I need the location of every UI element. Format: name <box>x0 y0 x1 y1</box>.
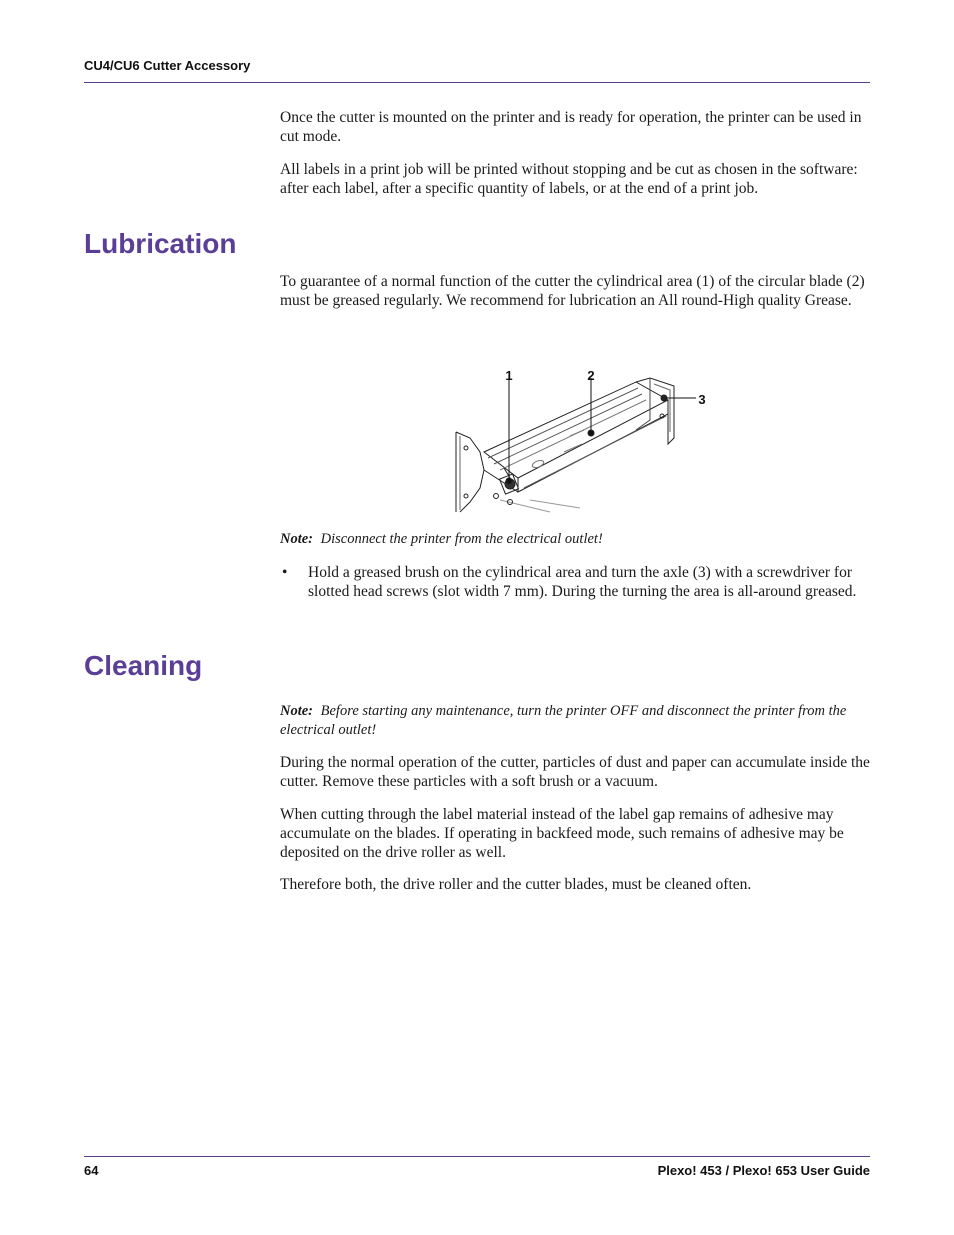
bullet-mark: • <box>282 564 288 581</box>
callout-2: 2 <box>587 368 595 383</box>
lubrication-note <box>280 530 872 549</box>
note-label: Note: <box>280 703 314 719</box>
lubrication-heading: Lubrication <box>84 228 237 259</box>
note-label: Note: <box>280 531 314 547</box>
lubrication-paragraph: To guarantee of a normal function of the cutter the cylindrical area (1) of the circular blade (2) must be greased regularly. We recommend for lubrication an All round-High quality Grease. <box>280 273 865 309</box>
cutter-illustration <box>440 360 720 520</box>
intro-paragraph-1: Once the cutter is mounted on the printer and is ready for operation, the printer can be used in cut mode. <box>280 109 862 145</box>
guide-title: Plexo! 453 / Plexo! 653 User Guide <box>657 1163 870 1178</box>
intro-paragraph-2: All labels in a print job will be printed without stopping and be cut as chosen in the software: after each label, after a specific quantity of labels, or at the end of a print job. <box>280 161 858 197</box>
cleaning-paragraph-2: When cutting through the label material instead of the label gap remains of adhesive may accumulate on the blades. If operating in backfeed mode, such remains of adhesive may be deposited on the drive roller as well. <box>280 806 844 861</box>
cleaning-paragraph-3: Therefore both, the drive roller and the cutter blades, must be cleaned often. <box>280 876 752 893</box>
running-header: CU4/CU6 Cutter Accessory <box>84 58 251 73</box>
page-number: 64 <box>84 1163 99 1178</box>
cleaning-note <box>280 702 872 740</box>
note-text: Disconnect the printer from the electrical outlet! <box>320 531 603 547</box>
lubrication-bullet <box>280 563 872 601</box>
callout-3: 3 <box>698 392 706 407</box>
header-rule <box>84 82 870 83</box>
cutter-drawing <box>440 360 720 520</box>
note-text: Before starting any maintenance, turn the printer OFF and disconnect the printer from the electrical outlet! <box>280 703 847 738</box>
cleaning-paragraph-1: During the normal operation of the cutter, particles of dust and paper can accumulate inside the cutter. Remove these particles with a soft brush or a vacuum. <box>280 754 870 790</box>
cleaning-heading: Cleaning <box>84 650 203 681</box>
bullet-text: Hold a greased brush on the cylindrical area and turn the axle (3) with a screwdriver for slotted head screws (slot width 7 mm). During the turning the area is all-around greased. <box>308 564 857 600</box>
footer-rule <box>84 1156 870 1157</box>
callout-1: 1 <box>505 368 513 383</box>
